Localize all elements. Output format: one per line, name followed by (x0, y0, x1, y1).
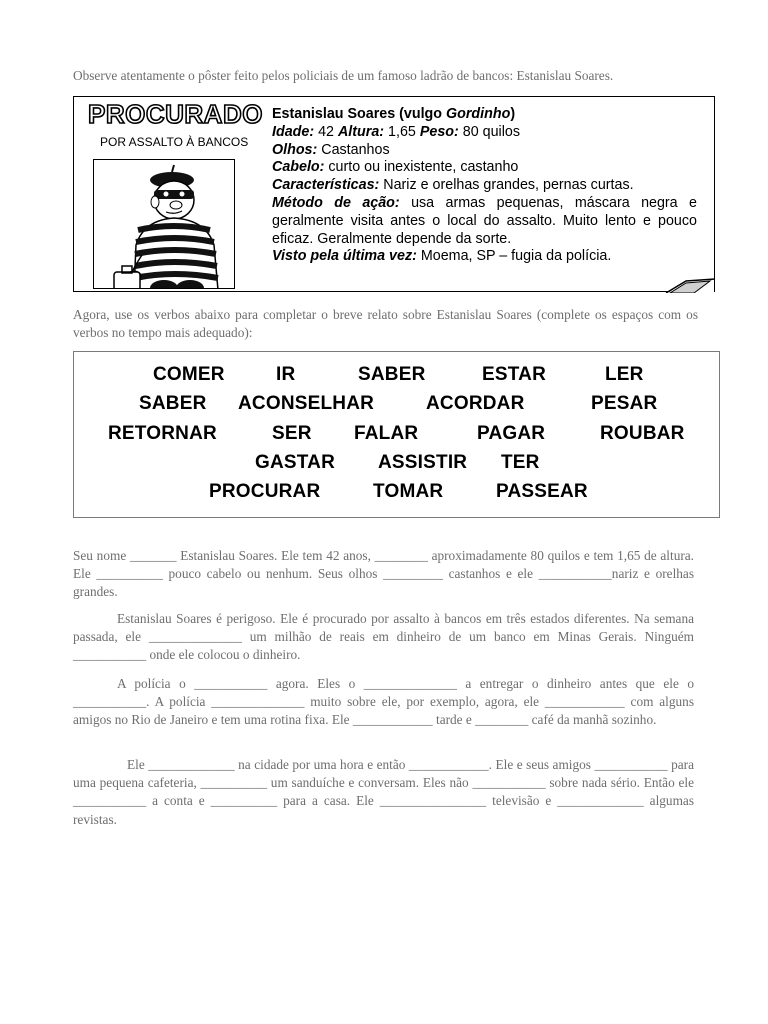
poster-title: PROCURADO (88, 99, 263, 129)
paragraph-3: A polícia o ___________ agora. Eles o ______________ a entregar o dinheiro antes que ele o ___________. A polícia ______________ muito sobre ele, por exemplo, agora, ele ____________ com alguns amigos no Rio de Janeiro e tem uma rotina fixa. Ele ____________ tarde e ________ café da manhã sozinho. (73, 676, 694, 728)
paragraph-1: Seu nome _______ Estanislau Soares. Ele tem 42 anos, ________ aproximadamente 80 quilos e tem 1,65 de altura. Ele __________ pouco cabelo ou nenhum. Seus olhos _________ castanhos e ele ___________nariz e orelhas grandes. (73, 548, 694, 600)
verb-word: RETORNAR (108, 423, 217, 444)
verb-word: LER (605, 364, 644, 385)
verb-word: ACONSELHAR (238, 393, 375, 414)
verb-word: ROUBAR (600, 423, 685, 444)
last-seen-line: Visto pela última vez: Moema, SP – fugia da polícia. (272, 248, 612, 265)
suspect-name: Estanislau Soares (vulgo Gordinho) (272, 106, 516, 122)
verb-word: SABER (358, 364, 426, 385)
verb-word: COMER (153, 364, 225, 385)
wanted-poster (73, 96, 715, 292)
robber-illustration (93, 159, 235, 289)
verb-word: SABER (139, 393, 207, 414)
verb-word: PAGAR (477, 423, 546, 444)
verb-word: ACORDAR (426, 393, 525, 414)
verb-word: PESAR (591, 393, 658, 414)
verb-box (73, 351, 720, 518)
verb-word: ASSISTIR (378, 452, 468, 473)
poster-info (272, 106, 697, 266)
verb-word: FALAR (354, 423, 419, 444)
verb-word: TOMAR (373, 481, 444, 502)
verb-word: SER (272, 423, 312, 444)
verb-word: PROCURAR (209, 481, 321, 502)
poster-crime: POR ASSALTO À BANCOS (100, 135, 249, 149)
instruction-text: Agora, use os verbos abaixo para completar o breve relato sobre Estanislau Soares (complete os espaços com os verbos no tempo mais adequado): (73, 307, 698, 340)
paragraph-2: Estanislau Soares é perigoso. Ele é procurado por assalto à bancos em três estados diferentes. Na semana passada, ele ______________ um milhão de reais em dinheiro de um banco em Minas Gerais. Ninguém ___________ onde ele colocou o dinheiro. (73, 611, 694, 663)
verb-word: ESTAR (482, 364, 546, 385)
verb-word: PASSEAR (496, 481, 588, 502)
intro-text: Observe atentamente o pôster feito pelos policiais de um famoso ladrão de bancos: Estanislau Soares. (73, 68, 614, 83)
verb-word: GASTAR (255, 452, 336, 473)
hair-line: Cabelo: curto ou inexistente, castanho (272, 159, 519, 176)
stats-line: Idade: 42 Altura: 1,65 Peso: 80 quilos (272, 123, 520, 140)
method-line: Método de ação: usa armas pequenas, máscara negra e geralmente visita antes o local do assalto. Muito lento e pouco eficaz. Geralmente depende da sorte. (272, 194, 697, 247)
paragraph-4: Ele _____________ na cidade por uma hora e então ____________. Ele e seus amigos ___________ para uma pequena cafeteria, __________ um sanduíche e conversam. Eles não ___________ sobre nada sério. Então ele ___________ a conta e __________ para a casa. Ele ________________ televisão e _____________ algumas revistas. (73, 757, 694, 827)
eyes-line: Olhos: Castanhos (272, 141, 390, 158)
verb-word: TER (501, 452, 540, 473)
verb-word: IR (276, 364, 296, 385)
features-line: Características: Nariz e orelhas grandes, pernas curtas. (272, 177, 634, 194)
